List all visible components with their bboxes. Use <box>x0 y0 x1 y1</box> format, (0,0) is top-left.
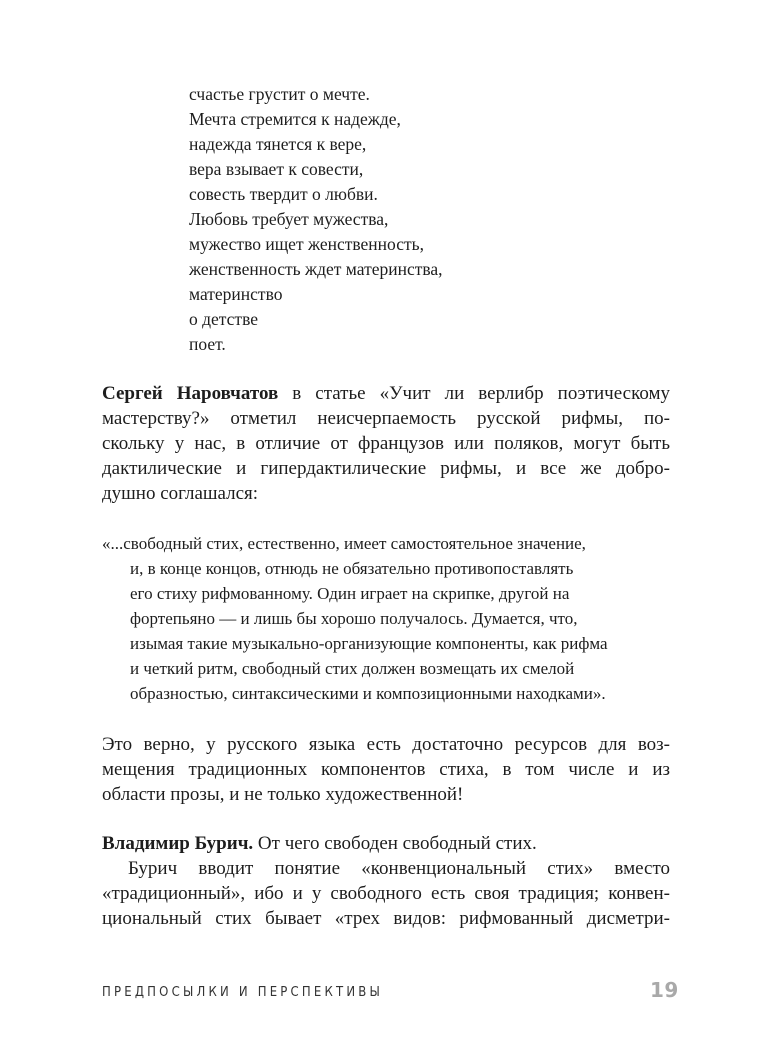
poem-line: Мечта стремится к надежде, <box>189 109 401 129</box>
paragraph-line: Бурич вводит понятие «конвенциональный стих» вместо <box>128 858 670 879</box>
poem-excerpt <box>189 82 509 357</box>
quote-line: фортепьяно — и лишь бы хорошо получалось. Думается, что, <box>130 609 578 628</box>
page-number: 19 <box>650 978 679 1002</box>
paragraph-text: в статье «Учит ли верлибр поэтическому <box>278 383 671 404</box>
paragraph-line: дактилические и гипердактилические рифмы, и все же добро- <box>102 458 670 479</box>
paragraph-line <box>102 381 670 406</box>
quote-line: его стиху рифмованному. Один играет на скрипке, другой на <box>130 584 570 603</box>
author-name: Сергей Наровчатов <box>102 383 279 404</box>
paragraph-line: Это верно, у русского языка есть достаточно ресурсов для воз- <box>102 734 670 755</box>
paragraph-line: мещения традиционных компонентов стиха, в том числе и из <box>102 759 670 780</box>
paragraph-line: циональный стих бывает «трех видов: рифмованный дисметри- <box>102 908 670 929</box>
poem-line: поет. <box>189 334 226 354</box>
paragraph-comment <box>102 732 670 807</box>
quote-line: «...свободный стих, естественно, имеет самостоятельное значение, <box>102 534 586 553</box>
poem-line: надежда тянется к вере, <box>189 134 367 154</box>
paragraph-line: скольку у нас, в отличие от французов или поляков, могут быть <box>102 433 670 454</box>
paragraph-line: душно соглашался: <box>102 483 259 504</box>
paragraph-narovchatov <box>102 381 670 506</box>
poem-line: вера взывает к совести, <box>189 159 364 179</box>
poem-line: о детстве <box>189 309 259 329</box>
poem-line: совесть твердит о любви. <box>189 184 378 204</box>
quote-line: и четкий ритм, свободный стих должен возмещать их смелой <box>130 659 575 678</box>
paragraph-line: мастерству?» отметил неисчерпаемость русской рифмы, по- <box>102 408 670 429</box>
quote-line: изымая такие музыкально-организующие компоненты, как рифма <box>130 634 608 653</box>
poem-line: материнство <box>189 284 283 304</box>
paragraph-line <box>102 831 670 856</box>
poem-line: мужество ищет женственность, <box>189 234 424 254</box>
paragraph-line: области прозы, и не только художественной! <box>102 784 464 805</box>
block-quote <box>102 531 682 706</box>
poem-line: счастье грустит о мечте. <box>189 84 370 104</box>
poem-line: Любовь требует мужества, <box>189 209 389 229</box>
running-title: ПРЕДПОСЫЛКИ И ПЕРСПЕКТИВЫ <box>102 985 384 1000</box>
poem-line: женственность ждет материнства, <box>189 259 443 279</box>
quote-line: образностью, синтаксическими и композиционными находками». <box>130 684 606 703</box>
quote-line: и, в конце концов, отнюдь не обязательно противопоставлять <box>130 559 574 578</box>
paragraph-line: «традиционный», ибо и у свободного есть своя традиция; конвен- <box>102 883 670 904</box>
paragraph-burich <box>102 831 670 931</box>
paragraph-text: От чего свободен свободный стих. <box>253 833 537 854</box>
author-name: Владимир Бурич. <box>102 833 254 854</box>
